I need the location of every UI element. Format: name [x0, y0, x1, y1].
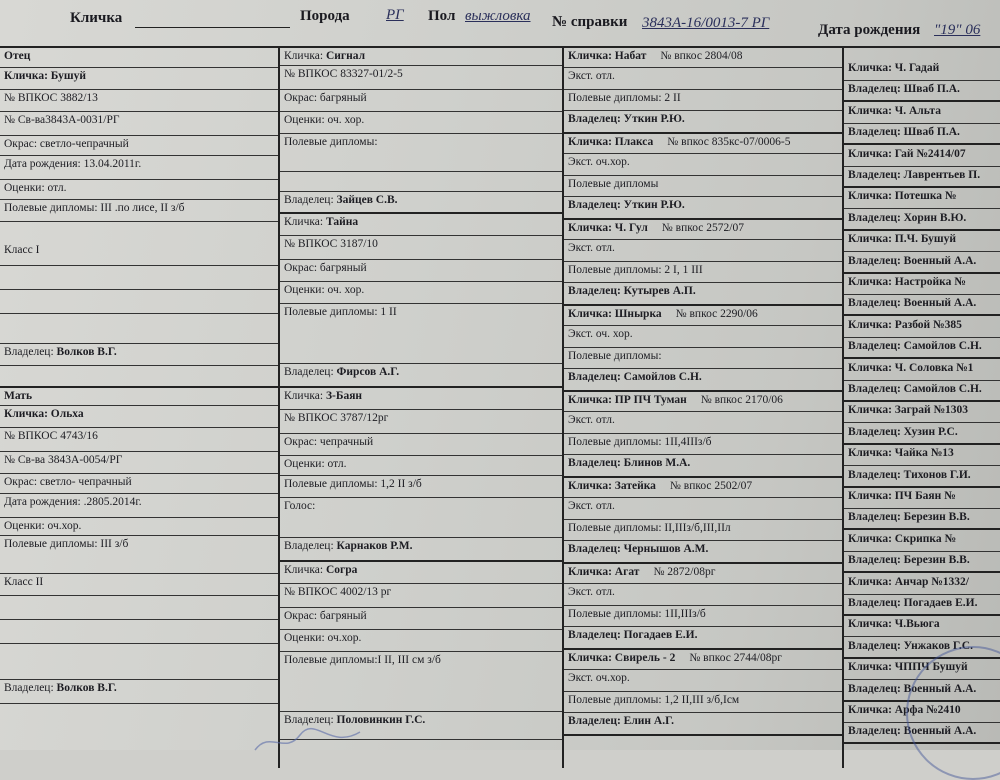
pedigree-table	[0, 46, 1000, 768]
gp3-grade: Оценки: отл.	[280, 456, 562, 476]
gggp-12-name: Кличка: Скрипка №	[844, 531, 1000, 552]
father-class: Класс I	[0, 242, 278, 266]
father-dob: Дата рождения: 13.04.2011г.	[0, 156, 278, 180]
sex-label: Пол	[428, 8, 456, 24]
mother-row-empty-3	[0, 644, 278, 680]
gp4-color: Окрас: багряный	[280, 608, 562, 630]
gp4-owner: Владелец: Половинкин Г.С.	[280, 712, 562, 740]
ggp2-diplomas: Полевые дипломы	[564, 176, 842, 197]
father-owner: Владелец: Волков В.Г.	[0, 344, 278, 366]
gggp-2-owner: Владелец: Шваб П.А.	[844, 124, 1000, 145]
ggp6-owner: Владелец: Чернышов А.М.	[564, 541, 842, 564]
mother-class: Класс II	[0, 574, 278, 596]
gp4-vpkos: № ВПКОС 4002/13 рг	[280, 584, 562, 608]
mother-grade: Оценки: оч.хор.	[0, 518, 278, 536]
gggp-7-name: Кличка: Разбой №385	[844, 317, 1000, 338]
ggp5-diplomas: Полевые дипломы: 1II,4IIIз/б	[564, 434, 842, 455]
gggp-13-owner: Владелец: Погадаев Е.И.	[844, 595, 1000, 616]
ggp3-diplomas: Полевые дипломы: 2 I, 1 III	[564, 262, 842, 283]
mother-name: Кличка: Ольха	[0, 406, 278, 428]
gp1-color: Окрас: багряный	[280, 90, 562, 112]
gp4-diplomas: Полевые дипломы:I II, III см з/б	[280, 652, 562, 712]
gp2-grade: Оценки: оч. хор.	[280, 282, 562, 304]
ggp8-ext: Экст. оч.хор.	[564, 670, 842, 692]
ggp8-name: Кличка: Свирель - 2 № впкос 2744/08рг	[564, 650, 842, 670]
gggp-9-owner: Владелец: Хузин Р.С.	[844, 424, 1000, 445]
mother-owner: Владелец: Волков В.Г.	[0, 680, 278, 704]
gp1-empty	[280, 172, 562, 192]
gggp-14-name: Кличка: Ч.Вьюга	[844, 616, 1000, 637]
ggp5-name: Кличка: ПР ПЧ Туман № впкос 2170/06	[564, 392, 842, 412]
father-row-empty-3	[0, 314, 278, 344]
ggp7-owner: Владелец: Погадаев Е.И.	[564, 627, 842, 650]
gggp-15-owner: Владелец: Военный А.А.	[844, 681, 1000, 702]
cert-label: № справки	[552, 14, 628, 30]
gggp-2-name: Кличка: Ч. Альта	[844, 103, 1000, 124]
breed-value: РГ	[386, 7, 404, 23]
gp2-owner: Владелец: Фирсов А.Г.	[280, 364, 562, 388]
ggp4-diplomas: Полевые дипломы:	[564, 348, 842, 369]
ggp2-ext: Экст. оч.хор.	[564, 154, 842, 176]
gggp-4-name: Кличка: Потешка №	[844, 188, 1000, 209]
ggp7-diplomas: Полевые дипломы: 1II,IIIз/б	[564, 606, 842, 627]
ggp1-ext: Экст. отл.	[564, 68, 842, 90]
dob-label: Дата рождения	[818, 22, 921, 38]
gp2-diplomas: Полевые дипломы: 1 II	[280, 304, 562, 364]
mother-color: Окрас: светло- чепрачный	[0, 474, 278, 494]
name-label: Кличка	[70, 10, 123, 26]
name-field	[135, 10, 290, 28]
father-color: Окрас: светло-чепрачный	[0, 136, 278, 156]
gp3-owner: Владелец: Карнаков Р.М.	[280, 538, 562, 562]
sex-value: выжловка	[465, 8, 531, 24]
gggp-8-name: Кличка: Ч. Соловка №1	[844, 360, 1000, 381]
ggp5-owner: Владелец: Блинов М.А.	[564, 455, 842, 478]
gggp-16-owner: Владелец: Военный А.А.	[844, 723, 1000, 744]
gggp-1-name: Кличка: Ч. Гадай	[844, 60, 1000, 81]
father-name: Кличка: Бушуй	[0, 68, 278, 90]
gggp-15-name: Кличка: ЧППЧ Бушуй	[844, 659, 1000, 680]
gggp-7-owner: Владелец: Самойлов С.Н.	[844, 338, 1000, 359]
ggp4-ext: Экст. оч. хор.	[564, 326, 842, 348]
gggp-5-name: Кличка: П.Ч. Бушуй	[844, 231, 1000, 252]
ggp7-ext: Экст. отл.	[564, 584, 842, 606]
mother-vpkos: № ВПКОС 4743/16	[0, 428, 278, 452]
father-row-empty-2	[0, 290, 278, 314]
ggp1-owner: Владелец: Уткин Р.Ю.	[564, 111, 842, 134]
gp2-name: Кличка: Тайна	[280, 214, 562, 236]
gp1-owner: Владелец: Зайцев С.В.	[280, 192, 562, 214]
ggp4-name: Кличка: Шнырка № впкос 2290/06	[564, 306, 842, 326]
gggp-6-name: Кличка: Настройка №	[844, 274, 1000, 295]
gggp-11-name: Кличка: ПЧ Баян №	[844, 488, 1000, 509]
gggp-1-owner: Владелец: Шваб П.А.	[844, 81, 1000, 102]
ggp1-diplomas: Полевые дипломы: 2 II	[564, 90, 842, 111]
gggp-16-name: Кличка: Арфа №2410	[844, 702, 1000, 723]
gp3-vpkos: № ВПКОС 3787/12рг	[280, 410, 562, 434]
ggp6-diplomas: Полевые дипломы: II,IIIз/б,III,IIл	[564, 520, 842, 541]
signature-scribble	[250, 720, 370, 760]
mother-sv: № Св-ва 3843А-0054/РГ	[0, 452, 278, 474]
mother-dob: Дата рождения: .2805.2014г.	[0, 494, 278, 518]
gggp-11-owner: Владелец: Березин В.В.	[844, 509, 1000, 530]
mother-diplomas: Полевые дипломы: III з/б	[0, 536, 278, 574]
father-sv: № Св-ва3843А-0031/РГ	[0, 112, 278, 136]
breed-label: Порода	[300, 8, 350, 24]
gggp-10-name: Кличка: Чайка №13	[844, 445, 1000, 466]
ggp3-name: Кличка: Ч. Гул № впкос 2572/07	[564, 220, 842, 240]
ggp8-owner: Владелец: Елин А.Г.	[564, 713, 842, 736]
father-grade: Оценки: отл.	[0, 180, 278, 200]
ggp6-name: Кличка: Затейка № впкос 2502/07	[564, 478, 842, 498]
gp2-vpkos: № ВПКОС 3187/10	[280, 236, 562, 260]
gggp-5-owner: Владелец: Военный А.А.	[844, 253, 1000, 274]
gggp-3-name: Кличка: Гай №2414/07	[844, 146, 1000, 167]
father-row-empty-1	[0, 266, 278, 290]
father-row-empty-4	[0, 366, 278, 388]
gggp-3-owner: Владелец: Лаврентьев П.	[844, 167, 1000, 188]
gp1-name: Кличка: Сигнал	[280, 48, 562, 66]
gp4-grade: Оценки: оч.хор.	[280, 630, 562, 652]
gggp-6-owner: Владелец: Военный А.А.	[844, 295, 1000, 316]
mother-label: Мать	[0, 388, 278, 406]
parents-column	[0, 48, 278, 768]
ggp2-name: Кличка: Плакса № впкос 835кс-07/0006-5	[564, 134, 842, 154]
mother-row-empty-1	[0, 596, 278, 620]
ggp3-owner: Владелец: Кутырев А.П.	[564, 283, 842, 306]
cert-value: 3843А-16/0013-7 РГ	[642, 15, 770, 31]
ggp1-name: Кличка: Набат № впкос 2804/08	[564, 48, 842, 68]
father-diplomas: Полевые дипломы: III .по лисе, II з/б	[0, 200, 278, 222]
gp3-voice: Голос:	[280, 498, 562, 538]
gp3-diplomas: Полевые дипломы: 1,2 II з/б	[280, 476, 562, 498]
father-label: Отец	[0, 48, 278, 68]
grandparents-column	[280, 48, 562, 768]
gp1-vpkos: № ВПКОС 83327-01/2-5	[280, 66, 562, 90]
gggp-4-owner: Владелец: Хорин В.Ю.	[844, 210, 1000, 231]
great-grandparents-column	[564, 48, 842, 768]
ggp7-name: Кличка: Агат № 2872/08рг	[564, 564, 842, 584]
ggp4-owner: Владелец: Самойлов С.Н.	[564, 369, 842, 392]
ggp3-ext: Экст. отл.	[564, 240, 842, 262]
ggp2-owner: Владелец: Уткин Р.Ю.	[564, 197, 842, 220]
gp3-color: Окрас: чепрачный	[280, 434, 562, 456]
ggp8-diplomas: Полевые дипломы: 1,2 II,III з/б,Iсм	[564, 692, 842, 713]
gggp-9-name: Кличка: Заграй №1303	[844, 402, 1000, 423]
gp3-name: Кличка: З-Баян	[280, 388, 562, 410]
gggp-14-owner: Владелец: Унжаков Г.С.	[844, 638, 1000, 659]
ggp5-ext: Экст. отл.	[564, 412, 842, 434]
gggp-8-owner: Владелец: Самойлов С.Н.	[844, 381, 1000, 402]
gp1-grade: Оценки: оч. хор.	[280, 112, 562, 134]
dob-value: "19" 06	[934, 22, 981, 38]
gggp-12-owner: Владелец: Березин В.В.	[844, 552, 1000, 573]
ggp6-ext: Экст. отл.	[564, 498, 842, 520]
mother-row-empty-2	[0, 620, 278, 644]
gp2-color: Окрас: багряный	[280, 260, 562, 282]
gp4-name: Кличка: Согра	[280, 562, 562, 584]
gggp-10-owner: Владелец: Тихонов Г.И.	[844, 467, 1000, 488]
header-row	[0, 0, 1000, 48]
gggp-13-name: Кличка: Анчар №1332/	[844, 574, 1000, 595]
gp1-diplomas: Полевые дипломы:	[280, 134, 562, 172]
father-vpkos: № ВПКОС 3882/13	[0, 90, 278, 112]
